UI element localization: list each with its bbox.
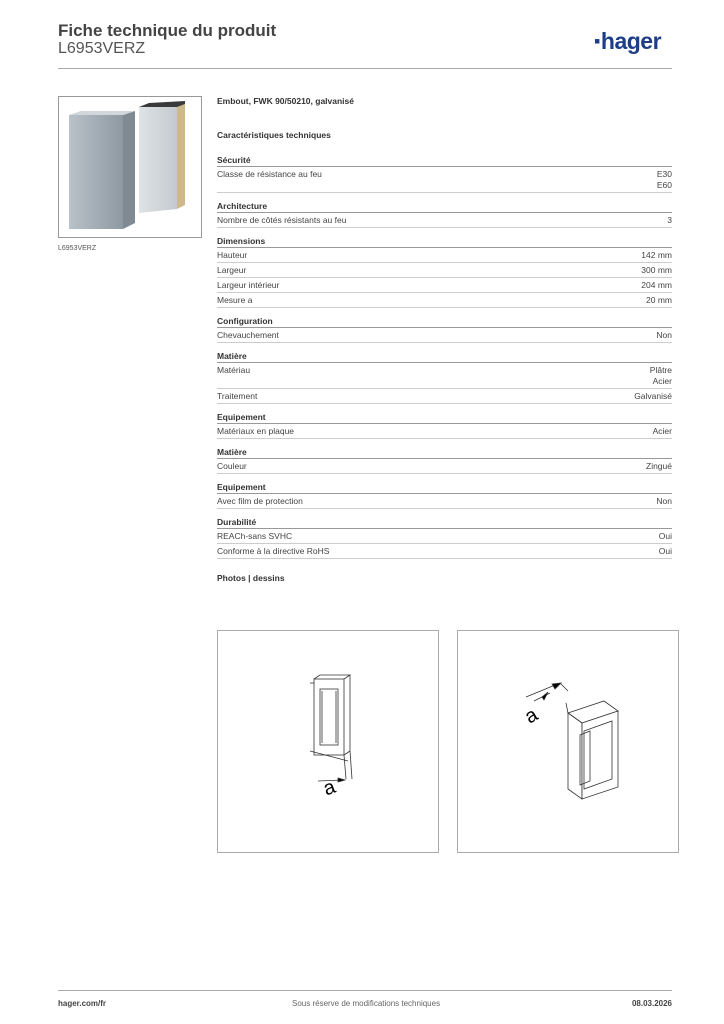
spec-value xyxy=(646,295,672,306)
spec-value xyxy=(641,250,672,261)
spec-label: Traitement xyxy=(217,391,258,401)
spec-value-line: E60 xyxy=(656,180,672,190)
drawing-perspective xyxy=(457,630,679,853)
spec-label: Hauteur xyxy=(217,250,248,260)
photo-caption: L6953VERZ xyxy=(58,245,97,252)
spec-label: Nombre de côtés résistants au feu xyxy=(217,215,347,225)
footer-notice: Sous réserve de modifications techniques xyxy=(292,999,441,1008)
section-title: Durabilité xyxy=(217,517,672,529)
spec-value xyxy=(646,461,672,472)
spec-value xyxy=(634,391,672,402)
spec-value-line: Non xyxy=(656,496,672,506)
spec-section xyxy=(217,447,672,474)
section-title: Configuration xyxy=(217,316,672,328)
section-title: Equipement xyxy=(217,482,672,494)
header-divider xyxy=(58,68,672,69)
drawing-front xyxy=(217,630,439,853)
spec-value xyxy=(650,365,672,387)
spec-row xyxy=(217,263,672,278)
dimension-label: a xyxy=(520,703,542,729)
spec-section xyxy=(217,316,672,343)
section-title: Equipement xyxy=(217,412,672,424)
spec-section xyxy=(217,517,672,559)
end-cap-perspective-icon xyxy=(458,631,678,852)
spec-value-line: Acier xyxy=(652,426,672,436)
spec-value-line: Oui xyxy=(658,546,672,556)
spec-label: REACh-sans SVHC xyxy=(217,531,293,541)
spec-value-line: 300 mm xyxy=(641,265,672,275)
logo-text: hager xyxy=(600,28,662,54)
dimension-label: a xyxy=(320,775,339,801)
spec-label: Chevauchement xyxy=(217,330,279,340)
section-title: Matière xyxy=(217,447,672,459)
product-image-icon xyxy=(59,97,201,237)
spec-section xyxy=(217,201,672,228)
spec-row xyxy=(217,494,672,509)
spec-row xyxy=(217,248,672,263)
spec-label: Largeur xyxy=(217,265,247,275)
spec-label: Mesure a xyxy=(217,295,253,305)
spec-section xyxy=(217,155,672,193)
spec-label: Largeur intérieur xyxy=(217,280,280,290)
section-title: Architecture xyxy=(217,201,672,213)
spec-value-line: Plâtre xyxy=(649,365,672,375)
spec-row xyxy=(217,389,672,404)
spec-row xyxy=(217,363,672,389)
spec-row xyxy=(217,529,672,544)
hager-logo: ▪hager xyxy=(594,28,662,54)
spec-value-line: Zingué xyxy=(646,461,672,471)
end-cap-drawing-icon xyxy=(218,631,438,852)
spec-value-line: Galvanisé xyxy=(634,391,672,401)
spec-row xyxy=(217,213,672,228)
section-title: Dimensions xyxy=(217,236,672,248)
spec-label: Couleur xyxy=(217,461,247,471)
spec-row xyxy=(217,167,672,193)
spec-value xyxy=(667,215,672,226)
spec-row xyxy=(217,328,672,343)
spec-value-line: Non xyxy=(656,330,672,340)
spec-content xyxy=(217,96,672,583)
spec-label: Avec film de protection xyxy=(217,496,303,506)
footer-date: 08.03.2026 xyxy=(631,999,672,1008)
spec-value-line: 142 mm xyxy=(641,250,672,260)
spec-row xyxy=(217,293,672,308)
photos-heading: Photos | dessins xyxy=(217,573,285,583)
product-description: Embout, FWK 90/50210, galvanisé xyxy=(217,96,354,106)
spec-value-line: Acier xyxy=(652,376,672,386)
footer-website-link[interactable]: hager.com/fr xyxy=(58,999,107,1008)
spec-value xyxy=(653,426,672,437)
spec-value xyxy=(657,169,672,191)
spec-row xyxy=(217,459,672,474)
spec-value-line: 3 xyxy=(667,215,672,225)
spec-value-line: 204 mm xyxy=(641,280,672,290)
spec-value-line: Oui xyxy=(658,531,672,541)
spec-value-line: E30 xyxy=(656,169,672,179)
spec-value xyxy=(641,280,672,291)
product-reference: L6953VERZ xyxy=(58,40,146,57)
spec-value xyxy=(659,546,672,557)
spec-label: Conforme à la directive RoHS xyxy=(217,546,330,556)
spec-section xyxy=(217,482,672,509)
section-title: Matière xyxy=(217,351,672,363)
spec-label: Matériaux en plaque xyxy=(217,426,295,436)
spec-section xyxy=(217,236,672,308)
spec-value xyxy=(656,496,672,507)
spec-label: Classe de résistance au feu xyxy=(217,169,322,179)
footer-divider xyxy=(58,990,672,991)
spec-sections xyxy=(217,155,672,559)
spec-value-line: 20 mm xyxy=(646,295,672,305)
page-title: Fiche technique du produit xyxy=(58,21,277,40)
section-title: Sécurité xyxy=(217,155,672,167)
tech-heading: Caractéristiques techniques xyxy=(217,130,331,140)
spec-section xyxy=(217,351,672,404)
spec-value xyxy=(659,531,672,542)
spec-section xyxy=(217,412,672,439)
spec-value xyxy=(641,265,672,276)
spec-row xyxy=(217,544,672,559)
spec-row xyxy=(217,278,672,293)
product-photo xyxy=(58,96,202,238)
spec-value xyxy=(656,330,672,341)
spec-label: Matériau xyxy=(217,365,251,375)
spec-row xyxy=(217,424,672,439)
